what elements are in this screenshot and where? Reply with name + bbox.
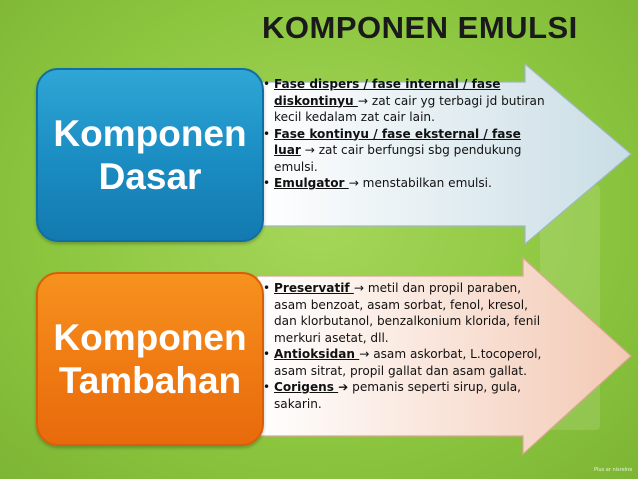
list-item: • Fase kontinyu / fase eksternal / fase luar → zat cair berfungsi sbg pendukung emulsi. xyxy=(263,126,545,176)
arrow-text xyxy=(263,280,545,412)
arrow-komponen-tambahan xyxy=(255,256,633,456)
box-komponen-dasar xyxy=(36,68,264,242)
list-item: • Corigens ➔ pemanis seperti sirup, gula, sakarin. xyxy=(263,379,545,412)
arrow-komponen-dasar xyxy=(255,62,633,246)
list-item: • Fase dispers / fase internal / fase diskontinyu → zat cair yg terbagi jd butiran kecil kedalam zat cair lain. xyxy=(263,76,545,126)
watermark: Plus ar nisrelne xyxy=(594,467,633,473)
arrow-text xyxy=(263,76,545,192)
box-label-line: Dasar xyxy=(98,156,202,197)
slide-title: KOMPONEN EMULSI xyxy=(262,10,578,45)
box-label-line: Tambahan xyxy=(58,360,242,401)
box-komponen-tambahan xyxy=(36,272,264,446)
box-label-line: Komponen xyxy=(53,317,247,358)
list-item: • Preservatif → metil dan propil paraben, asam benzoat, asam sorbat, fenol, kresol, dan klorbutanol, benzalkonium klorida, fenil merkuri asetat, dll. xyxy=(263,280,545,346)
box-label-line: Komponen xyxy=(53,113,247,154)
list-item: • Emulgator → menstabilkan emulsi. xyxy=(263,175,545,192)
list-item: • Antioksidan → asam askorbat, L.tocoperol, asam sitrat, propil gallat dan asam gallat. xyxy=(263,346,545,379)
